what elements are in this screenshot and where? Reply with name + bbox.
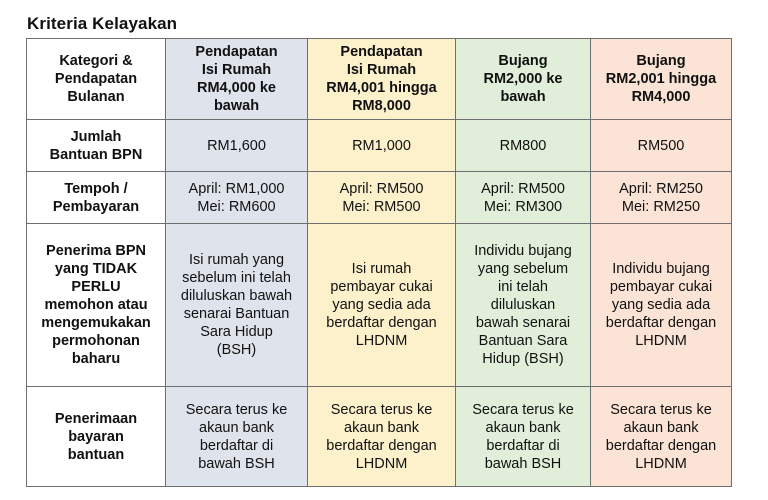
cell-line: yang sedia ada xyxy=(332,297,431,313)
cell xyxy=(166,387,308,487)
cell xyxy=(166,224,308,387)
cell xyxy=(591,387,732,487)
header-household-4001-8000 xyxy=(308,39,456,120)
table-row xyxy=(27,120,732,172)
cell-line: RM2,000 ke xyxy=(483,71,563,87)
cell-line: yang TIDAK xyxy=(54,261,138,277)
cell-line: Secara terus ke xyxy=(185,401,288,418)
cell-line: April: RM500 xyxy=(481,180,565,197)
cell-line: permohonan xyxy=(52,333,140,349)
cell-line: April: RM1,000 xyxy=(188,180,285,197)
cell-line: RM4,000 xyxy=(631,89,691,105)
cell xyxy=(591,224,732,387)
cell-line: Penerima BPN xyxy=(46,243,146,259)
cell-line: Secara terus ke xyxy=(472,401,574,418)
row-label-tempoh xyxy=(27,172,166,224)
cell-line: April: RM250 xyxy=(619,180,703,197)
cell-line: Isi rumah xyxy=(351,261,412,277)
cell-line: April: RM500 xyxy=(339,180,424,197)
cell-line: PERLU xyxy=(71,279,121,295)
header-household-under-4000 xyxy=(166,39,308,120)
cell-line: Isi rumah yang xyxy=(188,252,285,268)
cell-line: Mei: RM250 xyxy=(621,198,701,215)
cell-line: akaun bank xyxy=(199,419,274,436)
table-row xyxy=(27,224,732,387)
header-row xyxy=(27,39,732,120)
eligibility-table xyxy=(26,38,732,487)
cell-line: Pendapatan xyxy=(340,44,423,60)
cell-line: Mei: RM500 xyxy=(342,198,421,215)
cell-line: RM4,001 hingga xyxy=(326,80,437,96)
cell-line: Mei: RM600 xyxy=(197,198,276,215)
cell xyxy=(456,120,591,172)
cell-line: Isi Rumah xyxy=(346,62,417,78)
cell-line: RM500 xyxy=(637,137,685,154)
cell-line: berdaftar dengan xyxy=(326,437,437,454)
cell-line: LHDNM xyxy=(355,333,408,349)
cell-line: pembayar cukai xyxy=(609,279,713,295)
cell-line: berdaftar dengan xyxy=(326,315,437,331)
cell-line: pembayar cukai xyxy=(330,279,433,295)
cell-line: Penerimaan xyxy=(54,410,138,427)
cell-line: yang sedia ada xyxy=(611,297,711,313)
cell xyxy=(166,120,308,172)
table-row xyxy=(27,172,732,224)
cell-line: Individu bujang xyxy=(612,261,710,277)
cell-line: RM2,001 hingga xyxy=(605,71,717,87)
cell-line: Bujang xyxy=(636,53,686,69)
table-title: Kriteria Kelayakan xyxy=(27,14,178,33)
table-row xyxy=(27,387,732,487)
cell-line: sebelum ini telah xyxy=(182,270,291,286)
cell-line: baharu xyxy=(71,351,121,367)
cell-line: bawah BSH xyxy=(484,455,562,472)
cell-line: Pendapatan xyxy=(54,71,138,87)
cell-line: LHDNM xyxy=(355,455,408,472)
cell-line: Mei: RM300 xyxy=(483,198,563,215)
cell-line: yang sebelum xyxy=(477,261,569,277)
header-single-under-2000 xyxy=(456,39,591,120)
cell-line: Hidup (BSH) xyxy=(482,351,564,367)
cell xyxy=(308,224,456,387)
cell xyxy=(308,172,456,224)
cell-line: senarai Bantuan xyxy=(183,306,290,322)
cell-line: LHDNM xyxy=(635,333,687,349)
cell xyxy=(456,224,591,387)
cell-line: Tempoh / xyxy=(64,180,128,197)
cell-line: bawah BSH xyxy=(198,455,275,472)
cell-line: bawah senarai xyxy=(475,315,571,331)
cell-line: berdaftar dengan xyxy=(605,437,717,454)
cell-line: Jumlah xyxy=(70,128,122,145)
cell-line: Bantuan Sara xyxy=(478,333,568,349)
cell-line: memohon atau xyxy=(44,297,148,313)
cell-line: Secara terus ke xyxy=(330,401,433,418)
cell-line: Secara terus ke xyxy=(610,401,712,418)
cell xyxy=(456,172,591,224)
cell-line: RM8,000 xyxy=(352,98,411,114)
cell-line: RM1,600 xyxy=(207,137,266,154)
cell xyxy=(166,172,308,224)
cell-line: (BSH) xyxy=(216,342,257,358)
cell-line: Isi Rumah xyxy=(201,62,272,78)
cell-line: bayaran xyxy=(68,428,124,445)
cell xyxy=(456,387,591,487)
cell-line: bantuan xyxy=(67,446,125,463)
cell-line: Bantuan BPN xyxy=(49,146,143,163)
cell xyxy=(591,120,732,172)
cell-line: Sara Hidup xyxy=(200,324,273,340)
cell-line: akaun bank xyxy=(623,419,699,436)
cell-line: akaun bank xyxy=(485,419,561,436)
cell-line: Pembayaran xyxy=(52,198,140,215)
cell-line: RM4,000 ke xyxy=(197,80,276,96)
cell-line: RM800 xyxy=(499,137,547,154)
header-single-2001-4000 xyxy=(591,39,732,120)
cell-line: berdaftar di xyxy=(486,437,560,454)
cell-line: LHDNM xyxy=(635,455,687,472)
cell-line: berdaftar dengan xyxy=(605,315,717,331)
row-label-jumlah xyxy=(27,120,166,172)
cell xyxy=(308,120,456,172)
cell-line: Individu bujang xyxy=(474,243,572,259)
header-category-cell xyxy=(27,39,166,120)
cell-line: diluluskan bawah xyxy=(180,288,293,304)
cell-line: bawah xyxy=(500,89,546,105)
cell-line: Bujang xyxy=(498,53,548,69)
cell-line: Kategori & xyxy=(59,53,133,69)
cell-line: diluluskan xyxy=(490,297,556,313)
cell-line: ini telah xyxy=(498,279,548,295)
cell-line: Bulanan xyxy=(67,89,125,105)
cell-line: bawah xyxy=(213,98,260,114)
cell xyxy=(308,387,456,487)
cell-line: mengemukakan xyxy=(41,315,151,331)
cell-line: akaun bank xyxy=(344,419,419,436)
cell-line: berdaftar di xyxy=(199,437,274,454)
cell-line: Pendapatan xyxy=(195,44,278,60)
row-label-penerimaan xyxy=(27,387,166,487)
row-label-penerima xyxy=(27,224,166,387)
cell xyxy=(591,172,732,224)
cell-line: RM1,000 xyxy=(352,137,411,154)
